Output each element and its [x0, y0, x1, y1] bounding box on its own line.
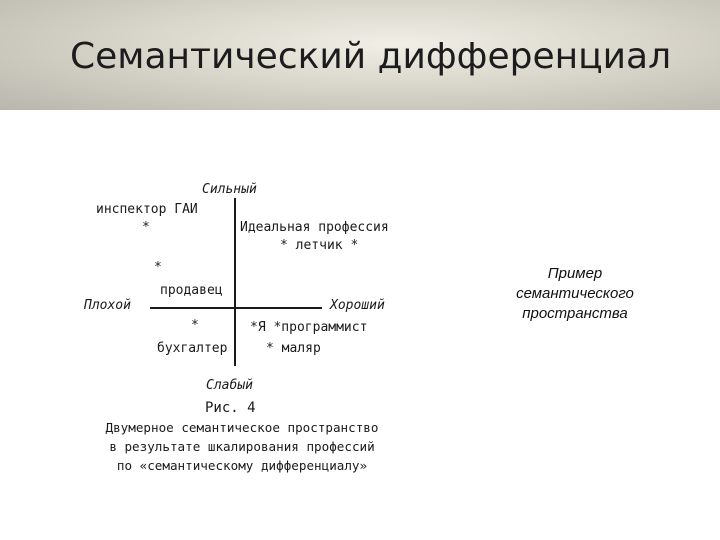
side-note-line: пространства	[522, 305, 628, 322]
marker-seller: *	[154, 260, 162, 275]
slide-header	[0, 0, 720, 110]
vertical-axis	[234, 198, 236, 366]
caption-line: в результате шкалирования профессий	[109, 439, 375, 454]
side-note-line: Пример	[547, 265, 603, 282]
label-pilot: * летчик *	[280, 238, 359, 253]
marker-inspector: *	[142, 220, 150, 235]
side-note	[490, 264, 660, 324]
slide-title: Семантический дифференциал	[70, 36, 672, 77]
marker-accountant: *	[191, 318, 199, 333]
label-painter: * маляр	[266, 341, 321, 356]
axis-label-good: Хороший	[330, 298, 385, 313]
label-seller: продавец	[160, 283, 223, 298]
figure-number: Рис. 4	[205, 400, 256, 416]
side-note-line: семантического	[516, 285, 634, 302]
semantic-space-figure	[0, 110, 720, 540]
axis-label-bad: Плохой	[84, 298, 131, 313]
label-inspector: инспектор ГАИ	[96, 202, 198, 217]
figure-caption	[62, 418, 422, 475]
label-ideal-profession: Идеальная профессия	[240, 220, 389, 235]
label-me-programmer: *Я *программист	[250, 320, 368, 335]
caption-line: Двумерное семантическое пространство	[105, 420, 379, 435]
axis-label-strong: Сильный	[202, 182, 257, 197]
horizontal-axis	[150, 307, 322, 309]
caption-line: по «семантическому дифференциалу»	[116, 458, 368, 473]
label-accountant: бухгалтер	[157, 341, 228, 356]
axis-label-weak: Слабый	[206, 378, 253, 393]
